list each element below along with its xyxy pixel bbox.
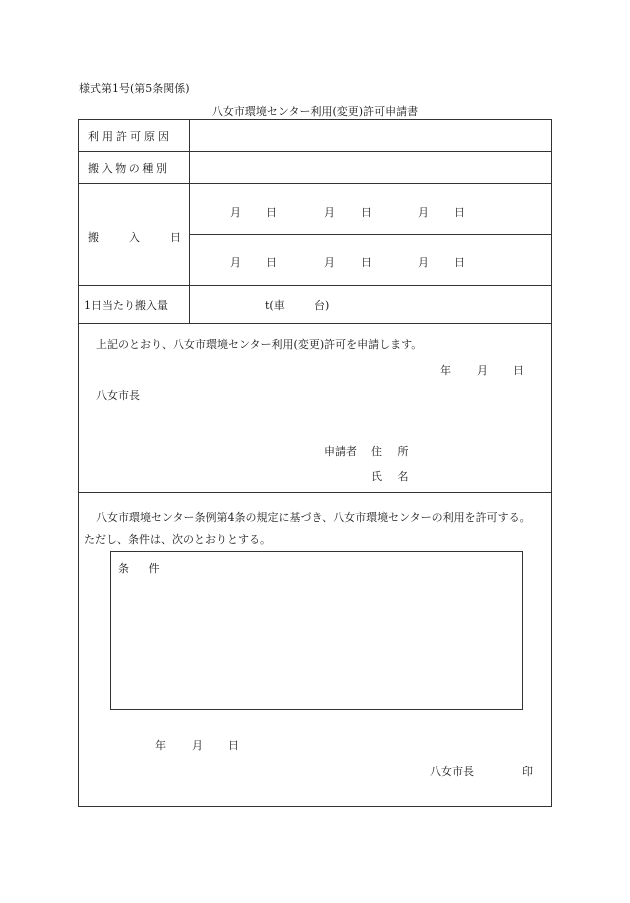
month-mark: 月 bbox=[418, 206, 429, 219]
permit-year: 年 bbox=[155, 739, 166, 752]
day-mark: 日 bbox=[266, 256, 277, 269]
day-mark: 日 bbox=[361, 256, 372, 269]
reason-field[interactable] bbox=[190, 120, 551, 150]
addressee: 八女市長 bbox=[96, 389, 140, 402]
month-mark: 月 bbox=[230, 206, 241, 219]
row-divider bbox=[78, 323, 552, 324]
conditions-label: 条 件 bbox=[118, 562, 168, 575]
vehicle-unit: 台) bbox=[314, 299, 330, 312]
issuer: 八女市長 bbox=[430, 765, 474, 778]
day-mark: 日 bbox=[454, 256, 465, 269]
day-mark: 日 bbox=[361, 206, 372, 219]
permit-month: 月 bbox=[192, 739, 203, 752]
address-field[interactable] bbox=[410, 440, 545, 458]
application-month: 月 bbox=[477, 364, 488, 377]
day-mark: 日 bbox=[454, 206, 465, 219]
day-mark: 日 bbox=[266, 206, 277, 219]
item-type-field[interactable] bbox=[190, 152, 551, 182]
month-mark: 月 bbox=[418, 256, 429, 269]
conditions-box[interactable] bbox=[110, 551, 523, 710]
name-field[interactable] bbox=[410, 465, 545, 483]
permit-condition-note: ただし、条件は、次のとおりとする。 bbox=[84, 533, 271, 546]
daily-amount-field[interactable] bbox=[190, 286, 551, 322]
month-mark: 月 bbox=[324, 206, 335, 219]
month-mark: 月 bbox=[230, 256, 241, 269]
address-label: 住 所 bbox=[371, 445, 415, 458]
section-divider bbox=[78, 492, 552, 493]
date-label-char: 日 bbox=[170, 231, 181, 244]
form-number: 様式第1号(第5条関係) bbox=[79, 82, 190, 95]
permit-statement: 八女市環境センター条例第4条の規定に基づき、八女市環境センターの利用を許可する。 bbox=[96, 511, 531, 524]
seal-mark: 印 bbox=[522, 765, 533, 778]
application-year: 年 bbox=[440, 364, 451, 377]
applicant-label: 申請者 bbox=[324, 445, 357, 458]
month-mark: 月 bbox=[324, 256, 335, 269]
date-label-char: 入 bbox=[129, 231, 140, 244]
form-title: 八女市環境センター利用(変更)許可申請書 bbox=[211, 105, 419, 118]
item-type-label: 搬入物の種別 bbox=[88, 162, 170, 175]
ton-unit: t(車 bbox=[265, 299, 285, 312]
daily-amount-label: 1日当たり搬入量 bbox=[84, 299, 168, 312]
reason-label: 利用許可原因 bbox=[88, 130, 172, 143]
name-label: 氏 名 bbox=[371, 470, 415, 483]
application-statement: 上記のとおり、八女市環境センター利用(変更)許可を申請します。 bbox=[96, 338, 423, 351]
date-label-char: 搬 bbox=[88, 231, 99, 244]
permit-day: 日 bbox=[228, 739, 239, 752]
application-day: 日 bbox=[513, 364, 524, 377]
